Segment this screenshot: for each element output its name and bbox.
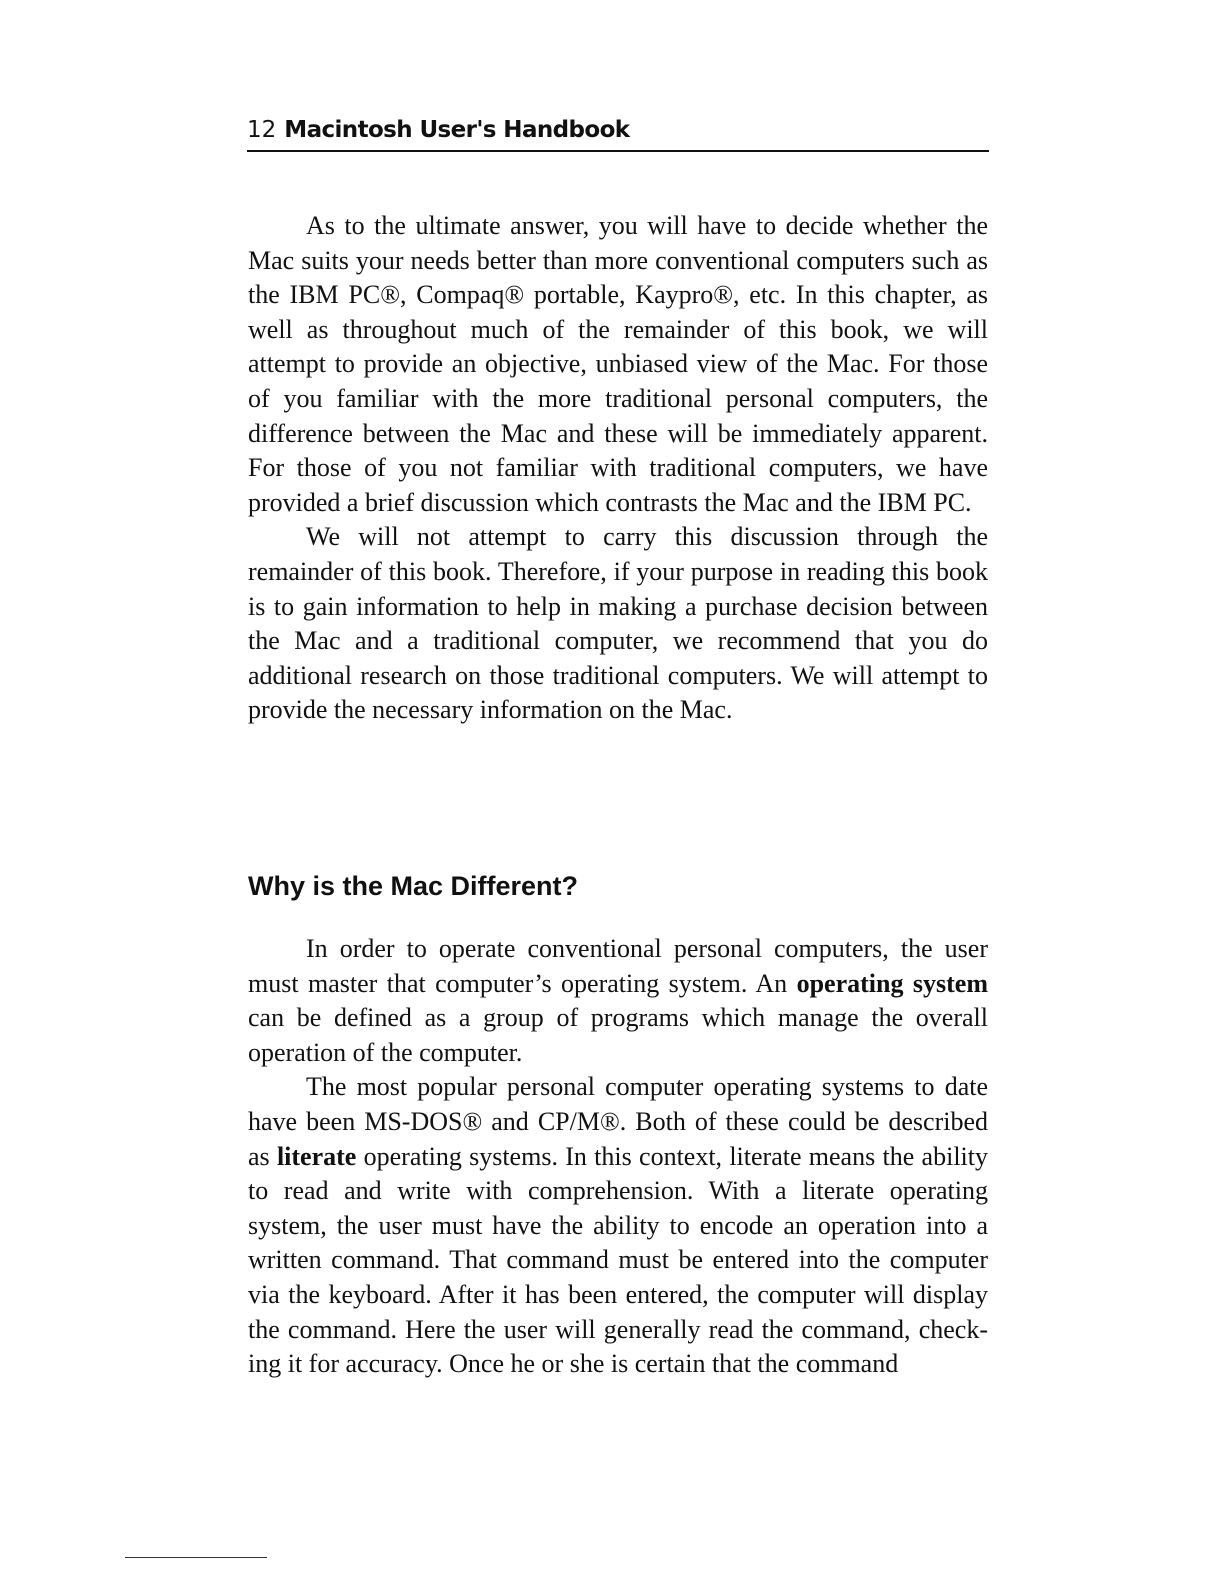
intro-paragraph-1: As to the ultimate answer, you will have to decide whether the Mac suits your needs better than more conventional computers such as the IBM PC®, Compaq® portable, Kaypro®, etc. In this chapter, as well as throughout much of the remainder of this book, we will attempt to provide an objective, unbiased view of the Mac. For those of you familiar with the more traditional personal computers, the difference between the Mac and these will be immediately apparent. For those of you not familiar with traditional computers, we have provided a brief discussion which contrasts the Mac and the IBM PC.	[248, 211, 988, 517]
section-paragraph-1	[248, 932, 988, 1070]
paragraph-text: In order to operate conventional personal computers, the user must master that computer’s operating system. An	[248, 934, 988, 998]
term-literate: literate	[276, 1141, 357, 1171]
intro-paragraph-2: We will not attempt to carry this discussion through the remainder of this book. Therefore, if your purpose in reading this book is to gain information to help in making a purchase decision between the Mac and a traditional computer, we recommend that you do additional research on those traditional computers. We will attempt to provide the necessary information on the Mac.	[248, 522, 988, 725]
intro-text-block	[248, 209, 988, 728]
section-paragraph-2	[248, 1070, 988, 1381]
section-text-block	[248, 932, 988, 1382]
footnote-rule	[125, 1557, 267, 1558]
book-title: Macintosh User's Handbook	[284, 117, 630, 143]
paragraph-text: The most popular personal computer operating systems to date have been MS-DOS® and CP/M®. Both of these could be described as	[248, 1072, 988, 1171]
term-operating-system: operating system	[796, 968, 988, 998]
running-header	[247, 112, 989, 152]
section-heading: Why is the Mac Different?	[248, 871, 579, 901]
paragraph-text: can be defined as a group of programs which manage the overall operation of the computer.	[248, 1003, 988, 1067]
page-number: 12	[247, 117, 277, 143]
paragraph-text: operating systems. In this context, literate means the ability to read and write with comprehension. With a literate operating system, the user must have the ability to encode an operation into a written command. That command must be entered into the computer via the keyboard. After it has been entered, the computer will display the command. Here the user will generally read the command, checking it for accuracy. Once he or she is certain that the command	[248, 1141, 988, 1379]
